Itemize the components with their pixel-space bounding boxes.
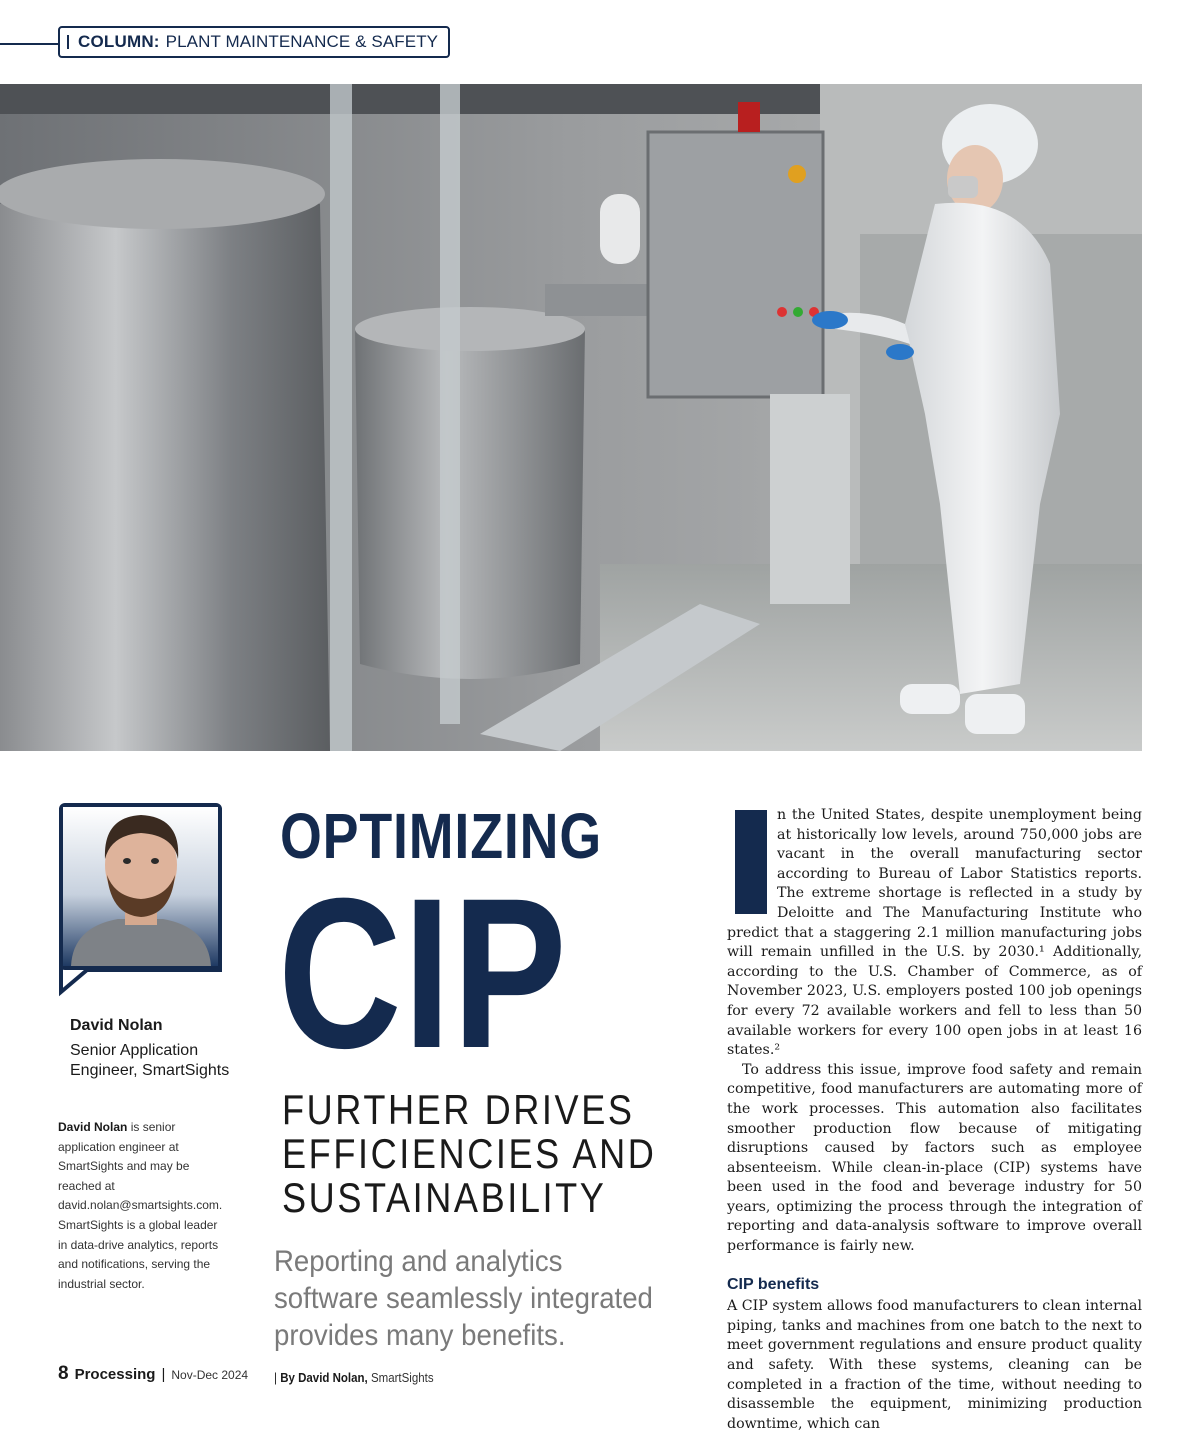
- page-number: 8: [58, 1363, 69, 1384]
- deck-text: Reporting and analytics software seamlessly integrated provides many benefits.: [274, 1245, 653, 1352]
- byline-company: SmartSights: [370, 1371, 434, 1385]
- article-subhead: CIP benefits: [727, 1275, 820, 1293]
- headline-line-1: OPTIMIZING: [280, 800, 602, 872]
- column-tag: [58, 26, 450, 58]
- article-paragraph-2: To address this issue, improve food safety and remain competitive, food manufacturers are automating more of the work processes. This automation also facilitates smoother production flow because of mitigating disruptions caused by factors such as employee absenteeism. While clean-in-place (CIP) systems have been used in the food and beverage industry for 50 years, optimizing the process through the integration of reporting and data-analysis software to improve overall performance is fairly new.: [727, 1061, 1142, 1255]
- photo-industrial-cip-equipment-icon: [0, 84, 1142, 751]
- hero-photo: [0, 84, 1142, 751]
- issue-date: Nov-Dec 2024: [171, 1368, 249, 1382]
- column-section: PLANT MAINTENANCE & SAFETY: [165, 32, 439, 51]
- author-avatar-icon: [63, 807, 218, 966]
- magazine-name: Processing: [74, 1366, 156, 1383]
- author-title: Senior Application Engineer, SmartSights: [70, 1042, 230, 1079]
- article-paragraph-3: A CIP system allows food manufacturers to clean internal piping, tanks and machines from one batch to the next to meet government regulations and ensure product quality and safety. With these systems, cleaning can be completed in a fraction of the time, without needing to disassemble the equipment, minimizing production downtime, which can: [727, 1298, 1142, 1432]
- headline-line-3: FURTHER DRIVES EFFICIENCIES AND SUSTAINABILITY: [282, 1086, 657, 1221]
- headline-line-2: CIP: [278, 854, 569, 1093]
- author-bio: [58, 1118, 228, 1294]
- dropcap: I: [735, 810, 767, 914]
- column-label: COLUMN:: [78, 32, 160, 51]
- byline-separator: |: [274, 1371, 277, 1385]
- article-body: [727, 806, 1142, 1434]
- tag-tick-icon: [67, 35, 69, 49]
- header-rule: [0, 43, 60, 45]
- author-name: David Nolan: [70, 1017, 163, 1034]
- author-bio-text: is senior application engineer at SmartSights and may be reached at david.nolan@smartsights.com. SmartSights is a global leader in data-drive analytics, reports and notifications, serving the industrial sector.: [58, 1120, 223, 1291]
- author-portrait: [59, 803, 222, 970]
- speech-tail-icon: [59, 962, 222, 994]
- footer-separator: |: [161, 1366, 166, 1383]
- page-footer: [58, 1363, 248, 1385]
- byline: [274, 1371, 434, 1385]
- byline-by: By David Nolan,: [280, 1371, 368, 1385]
- deck: [274, 1243, 660, 1397]
- author-bio-name: David Nolan: [58, 1120, 128, 1134]
- article-paragraph-1: n the United States, despite unemployment being at historically low levels, around 750,000 jobs are vacant in the overall manufacturing sector according to Bureau of Labor Statistics reports. The extreme shortage is reflected in a study by Deloitte and The Manufacturing Institute who predict that a staggering 2.1 million manufacturing jobs will remain unfilled in the U.S. by 2030.¹ Additionally, according to the U.S. Chamber of Commerce, as of November 2023, U.S. employers posted 100 job openings for every 72 available workers and fell to less than 50 available workers for every 100 open jobs in at least 16 states.²: [727, 807, 1142, 1059]
